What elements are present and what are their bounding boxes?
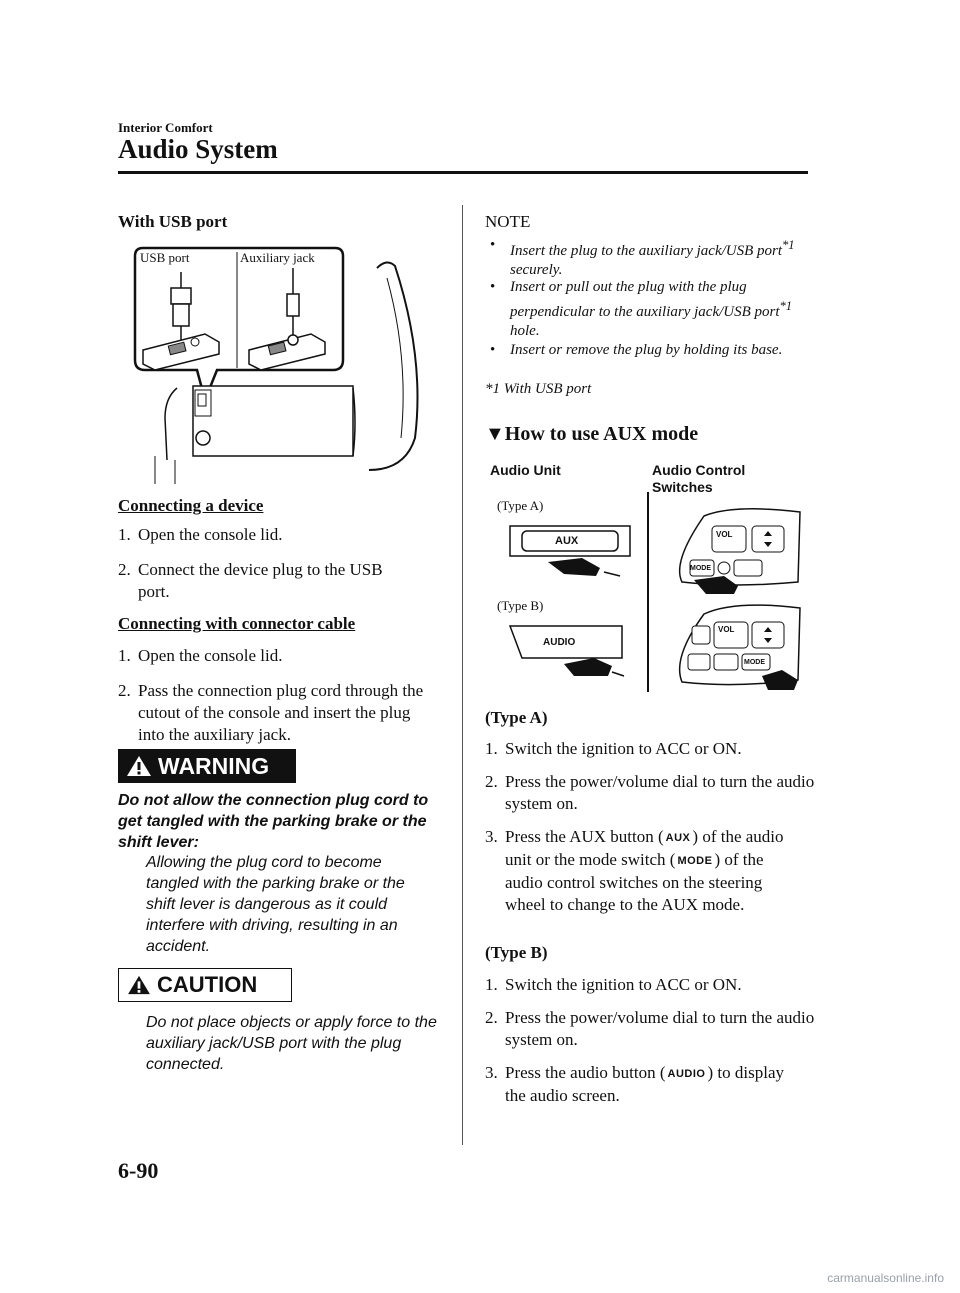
- step-text-part: ) of the audio control switches on the steering wheel to change to the AUX mode.: [505, 850, 764, 914]
- note-item-2: [490, 278, 800, 341]
- step-text: Switch the ignition to ACC or ON.: [505, 739, 742, 758]
- step-number: 2.: [118, 560, 131, 579]
- bullet: •: [490, 237, 496, 253]
- page-title: Audio System: [118, 134, 278, 164]
- step-number: 2.: [485, 772, 498, 791]
- note-footnote-ref: *1: [782, 238, 795, 252]
- note-text: Insert the plug to the auxiliary jack/USB port: [510, 243, 783, 259]
- connecting-device-heading: Connecting a device: [118, 496, 264, 515]
- watermark: carmanualsonline.info: [827, 1271, 944, 1285]
- type-a-step-1: [485, 738, 815, 760]
- step-number: 2.: [485, 1008, 498, 1027]
- device-step-1: [118, 524, 438, 546]
- triangle-down-icon: ▼: [485, 423, 505, 445]
- vol-label-b: VOL: [718, 625, 735, 634]
- step-text: Open the console lid.: [138, 525, 283, 544]
- note-footnote: *1 With USB port: [485, 381, 592, 397]
- audio-button-icon: AUDIO: [667, 1068, 706, 1080]
- step-text-part: ) of the audio unit or the mode switch (: [505, 827, 784, 869]
- type-a-step-2: [485, 771, 815, 815]
- note-footnote-ref: *1: [779, 299, 793, 313]
- aux-mode-heading-text: How to use AUX mode: [504, 423, 699, 445]
- note-text-end: securely.: [510, 262, 563, 278]
- step-text: Pass the connection plug cord through the cutout of the console and insert the plug into the auxiliary jack.: [138, 681, 424, 744]
- type-b-step-3: [485, 1062, 785, 1107]
- type-a-heading: (Type A): [485, 708, 548, 727]
- step-number: 3.: [485, 827, 498, 846]
- step-number: 1.: [118, 525, 131, 544]
- aux-jack-label: Auxiliary jack: [240, 250, 315, 265]
- usb-heading: With USB port: [118, 212, 228, 231]
- caution-icon: [127, 975, 151, 995]
- warning-body: Allowing the plug cord to become tangled with the parking brake or the shift lever is dangerous as it could interfere with driving, resulting in an accident.: [146, 854, 405, 955]
- step-text: Connect the device plug to the USB port.: [138, 560, 383, 601]
- type-b-fig-label: (Type B): [497, 598, 544, 613]
- note-text: Insert or pull out the plug with the plug perpendicular to the auxiliary jack/USB port: [510, 279, 780, 320]
- step-text-part: Press the audio button (: [505, 1063, 666, 1082]
- step-number: 1.: [118, 646, 131, 665]
- step-number: 1.: [485, 739, 498, 758]
- bullet: •: [490, 279, 496, 295]
- note-item-1: [490, 236, 800, 280]
- step-number: 1.: [485, 975, 498, 994]
- caution-body: Do not place objects or apply force to the auxiliary jack/USB port with the plug connected.: [146, 1014, 437, 1073]
- page-number: 6-90: [118, 1158, 159, 1183]
- mode-switch-icon: MODE: [677, 855, 713, 867]
- step-text: Switch the ignition to ACC or ON.: [505, 975, 742, 994]
- step-text-part: ) to display the audio screen.: [505, 1063, 784, 1105]
- aux-mode-heading: [485, 423, 698, 446]
- caution-banner: [118, 968, 292, 1002]
- cable-step-2: [118, 680, 438, 746]
- type-b-step-1: [485, 974, 815, 996]
- note-item-3: [490, 341, 800, 360]
- note-text: Insert or remove the plug by holding its base.: [510, 342, 783, 358]
- note-text-end: hole.: [510, 323, 540, 339]
- cable-step-1: [118, 645, 438, 667]
- type-a-step-3: [485, 826, 805, 916]
- caution-label: CAUTION: [157, 972, 258, 997]
- section-label: Interior Comfort: [118, 120, 213, 135]
- type-a-fig-label: (Type A): [497, 498, 544, 513]
- note-heading: NOTE: [485, 212, 531, 231]
- figure-divider: [647, 492, 649, 692]
- bullet: •: [490, 342, 496, 358]
- step-text: Press the power/volume dial to turn the audio system on.: [505, 1008, 815, 1049]
- steering-switches-b: [664, 598, 804, 694]
- step-text-part: Press the AUX button (: [505, 827, 664, 846]
- steering-switches-a: [664, 502, 804, 598]
- step-text: Open the console lid.: [138, 646, 283, 665]
- aux-button[interactable]: AUX: [555, 535, 579, 547]
- aux-button-icon: AUX: [665, 832, 691, 844]
- column-divider: [462, 205, 463, 1145]
- mode-label-b: MODE: [744, 659, 765, 666]
- device-step-2: [118, 559, 418, 603]
- warning-label: WARNING: [158, 752, 270, 779]
- mode-label-a: MODE: [690, 565, 711, 572]
- step-number: 3.: [485, 1063, 498, 1082]
- usb-port-label: USB port: [140, 250, 190, 265]
- step-text: Press the power/volume dial to turn the audio system on.: [505, 772, 815, 813]
- type-b-step-2: [485, 1007, 815, 1051]
- vol-label-a: VOL: [716, 530, 733, 539]
- warning-banner: [118, 749, 296, 783]
- connecting-cable-heading: Connecting with connector cable: [118, 614, 356, 633]
- audio-button[interactable]: AUDIO: [543, 637, 576, 648]
- header-rule: [118, 171, 808, 174]
- warning-icon: [126, 755, 152, 777]
- type-b-heading: (Type B): [485, 943, 548, 962]
- step-number: 2.: [118, 681, 131, 700]
- type-b-audio-unit: [508, 620, 638, 682]
- type-a-audio-unit: [508, 518, 638, 580]
- audio-unit-label: Audio Unit: [490, 462, 561, 478]
- warning-heading: Do not allow the connection plug cord to get tangled with the parking brake or the shift lever:: [118, 792, 429, 851]
- step-text: [485, 826, 805, 916]
- step-text: [485, 1062, 785, 1107]
- console-usb-illustration: [125, 238, 425, 488]
- audio-control-label: Audio Control Switches: [652, 462, 746, 495]
